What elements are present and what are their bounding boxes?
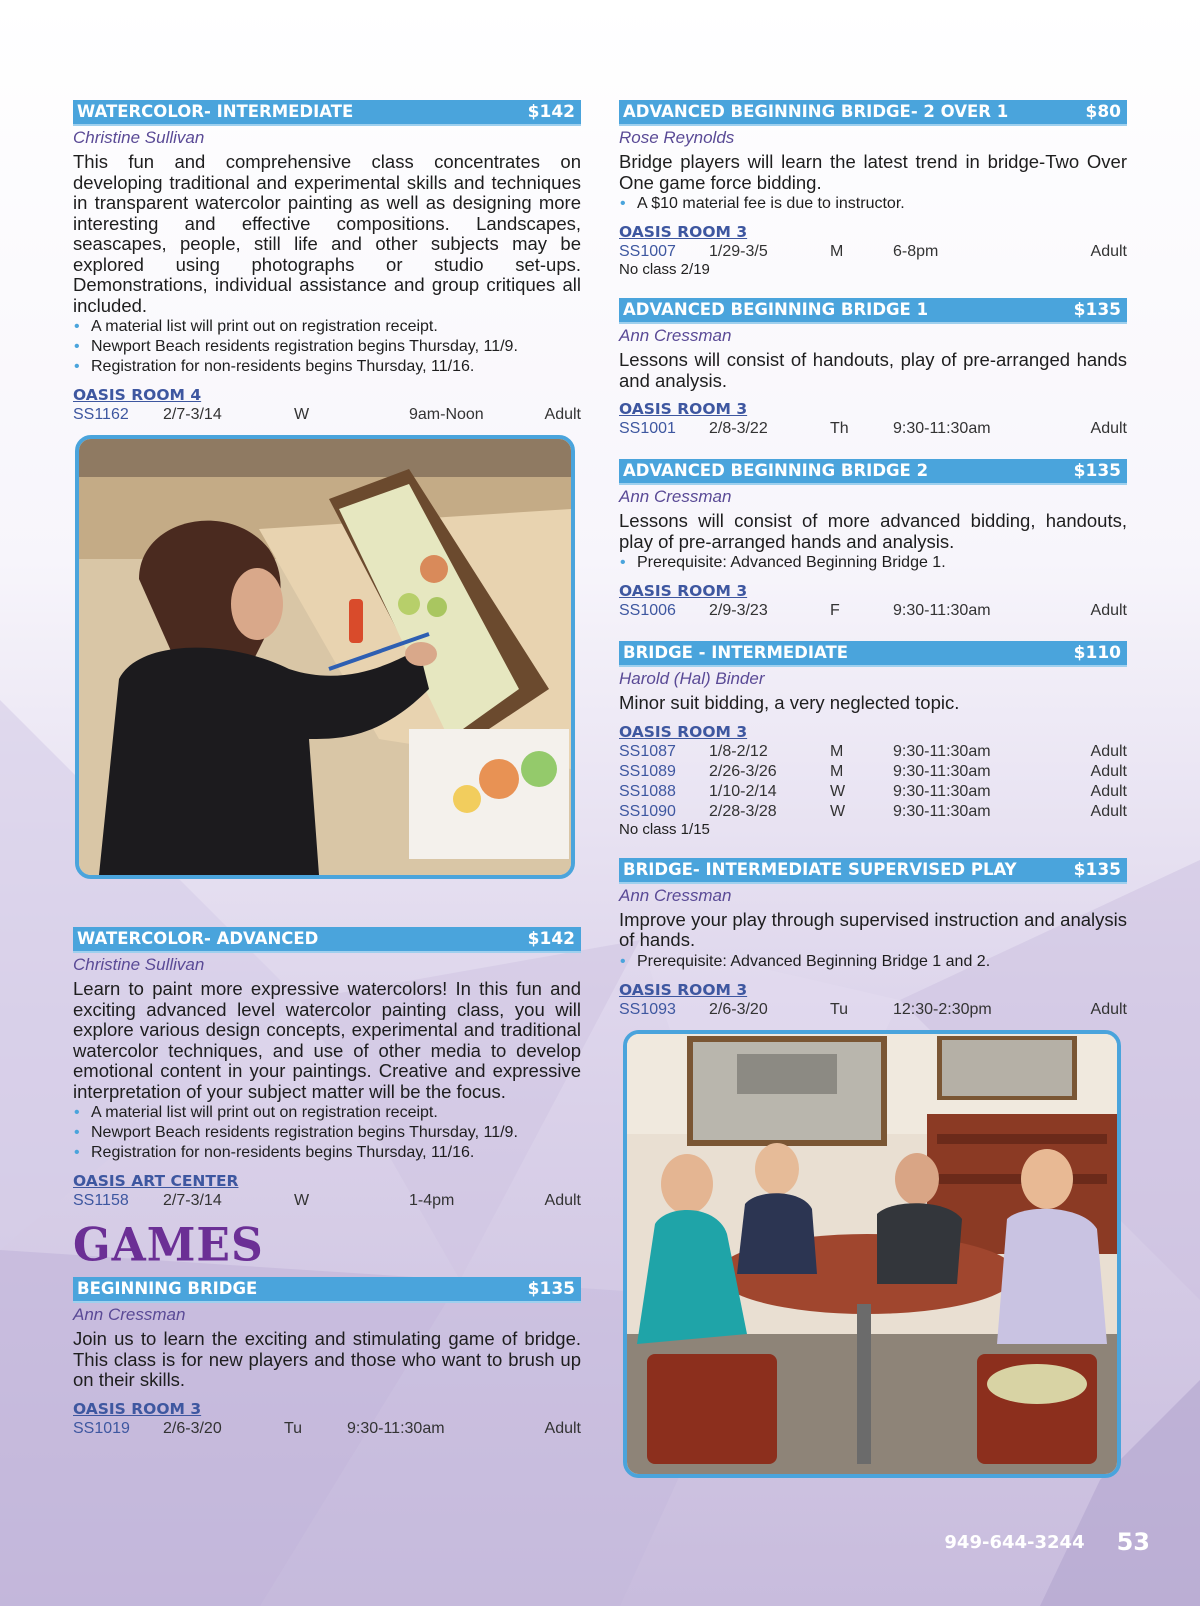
course-advanced-beginning-bridge-1	[619, 298, 1127, 439]
course-price: $80	[1085, 102, 1121, 122]
location-label: OASIS ROOM 3	[619, 223, 748, 241]
session-code[interactable]: SS1093	[619, 1000, 676, 1018]
note-item: • Newport Beach residents registration begins Thursday, 11/9.	[73, 1123, 581, 1143]
session-day: M	[830, 742, 844, 760]
course-description: Learn to paint more expressive watercolors! In this fun and exciting advanced level watercolor painting class, you will explore various design concepts, experimental and traditional watercolor techniques, and use of other media to develop emotional content in your paintings. Creative and expressive interpretation of your subject matter will be the focus.	[73, 978, 581, 1102]
session-age: Adult	[1090, 420, 1127, 437]
location-label: OASIS ROOM 3	[619, 582, 748, 600]
course-title: WATERCOLOR- INTERMEDIATE	[77, 102, 354, 121]
session-time: 9:30-11:30am	[893, 762, 991, 780]
session-age: Adult	[1090, 782, 1127, 800]
course-title-bar	[619, 641, 1127, 667]
session-dates: 2/28-3/28	[709, 802, 777, 820]
course-description: This fun and comprehensive class concentrates on developing traditional and experimental skills and techniques in transparent watercolor painting as well as designing more interesting and effective compositions. Landscapes, seascapes, people, still life and other subjects may be explored using photographs or studio set-ups. Demonstrations, individual assistance and group critiques all included.	[73, 151, 581, 316]
course-bridge-intermediate-supervised-play	[619, 858, 1127, 1020]
course-notes	[619, 553, 1127, 573]
instructor-name: Ann Cressman	[73, 1305, 186, 1324]
course-price: $135	[527, 1279, 575, 1299]
session-age: Adult	[1090, 1000, 1127, 1018]
session-code[interactable]: SS1089	[619, 762, 676, 780]
session-age: Adult	[1090, 802, 1127, 820]
phone-number: 949-644-3244	[944, 1531, 1085, 1553]
session-day: W	[830, 802, 846, 820]
note-item: • Prerequisite: Advanced Beginning Bridge 1 and 2.	[619, 952, 1127, 972]
session-code[interactable]: SS1162	[73, 406, 129, 423]
session-row	[73, 1419, 581, 1439]
course-beginning-bridge	[73, 1277, 581, 1439]
session-time: 1-4pm	[409, 1192, 455, 1209]
session-age: Adult	[1090, 742, 1127, 760]
session-age: Adult	[1090, 602, 1127, 619]
session-dates: 2/7-3/14	[163, 1192, 222, 1209]
session-time: 9:30-11:30am	[893, 420, 991, 437]
location-label: OASIS ROOM 3	[619, 980, 748, 999]
course-title: BEGINNING BRIDGE	[77, 1279, 258, 1298]
location-label: OASIS ROOM 3	[619, 400, 748, 418]
painting-student-image	[79, 439, 571, 875]
session-time: 9:30-11:30am	[893, 742, 991, 760]
session-day: Tu	[830, 1000, 849, 1018]
note-item: • Registration for non-residents begins Thursday, 11/16.	[73, 1143, 581, 1163]
course-description: Lessons will consist of handouts, play of pre-arranged hands and analysis.	[619, 349, 1127, 391]
course-bridge-intermediate	[619, 641, 1127, 838]
session-day: Tu	[284, 1419, 303, 1437]
course-title-bar	[619, 298, 1127, 324]
location-label: OASIS ART CENTER	[73, 1172, 239, 1190]
left-column	[73, 100, 581, 1459]
session-code[interactable]: SS1090	[619, 802, 676, 820]
session-code[interactable]: SS1006	[619, 602, 676, 619]
session-day: M	[830, 762, 844, 780]
instructor-name: Harold (Hal) Binder	[619, 669, 765, 688]
course-title: ADVANCED BEGINNING BRIDGE- 2 OVER 1	[623, 102, 1009, 121]
session-dates: 2/6-3/20	[163, 1419, 222, 1437]
session-age: Adult	[544, 1419, 581, 1437]
note-item: • A material list will print out on registration receipt.	[73, 317, 581, 337]
note-item: • A $10 material fee is due to instructor.	[619, 194, 1127, 214]
instructor-name: Christine Sullivan	[73, 955, 205, 974]
course-price: $135	[1073, 300, 1121, 320]
session-day: W	[294, 406, 310, 423]
session-row	[619, 802, 1127, 822]
session-row	[73, 1191, 581, 1211]
session-time: 9:30-11:30am	[347, 1419, 445, 1437]
session-age: Adult	[1090, 762, 1127, 780]
note-item: • Newport Beach residents registration begins Thursday, 11/9.	[73, 337, 581, 357]
bridge-group-image	[627, 1034, 1117, 1474]
session-row	[619, 742, 1127, 762]
session-code[interactable]: SS1158	[73, 1192, 129, 1209]
session-row	[73, 405, 581, 425]
course-title: BRIDGE - INTERMEDIATE	[623, 643, 848, 662]
session-day: W	[830, 782, 846, 800]
course-title: WATERCOLOR- ADVANCED	[77, 929, 319, 948]
session-dates: 2/7-3/14	[163, 406, 222, 423]
watercolor-class-photo	[75, 435, 575, 879]
session-row	[619, 1000, 1127, 1020]
course-price: $110	[1073, 643, 1121, 663]
session-age: Adult	[544, 406, 581, 423]
session-code[interactable]: SS1001	[619, 420, 676, 437]
instructor-name: Rose Reynolds	[619, 128, 735, 147]
course-title-bar	[619, 459, 1127, 485]
session-time: 9:30-11:30am	[893, 602, 991, 619]
session-code[interactable]: SS1019	[73, 1419, 130, 1437]
note-item: • A material list will print out on registration receipt.	[73, 1103, 581, 1123]
session-age: Adult	[544, 1192, 581, 1209]
note-item: • Prerequisite: Advanced Beginning Bridge 1.	[619, 553, 1127, 573]
session-day: M	[830, 243, 844, 260]
course-title: ADVANCED BEGINNING BRIDGE 1	[623, 300, 929, 319]
course-watercolor-advanced	[73, 927, 581, 1211]
session-row	[619, 242, 1127, 262]
no-class-note: No class 1/15	[619, 820, 710, 838]
session-row	[619, 419, 1127, 439]
session-day: Th	[830, 420, 849, 437]
course-watercolor-intermediate	[73, 100, 581, 425]
session-dates: 1/8-2/12	[709, 742, 768, 760]
instructor-name: Ann Cressman	[619, 326, 732, 345]
course-notes	[73, 317, 581, 377]
bridge-players-photo	[623, 1030, 1121, 1478]
no-class-note: No class 2/19	[619, 261, 710, 278]
session-time: 9am-Noon	[409, 406, 484, 423]
course-advanced-beginning-bridge-2-over-1	[619, 100, 1127, 278]
session-day: F	[830, 602, 840, 619]
session-code[interactable]: SS1088	[619, 782, 676, 800]
instructor-name: Ann Cressman	[619, 885, 732, 905]
course-title: BRIDGE- INTERMEDIATE SUPERVISED PLAY	[623, 859, 1017, 879]
course-description: Minor suit bidding, a very neglected topic.	[619, 692, 960, 713]
course-advanced-beginning-bridge-2	[619, 459, 1127, 621]
session-row	[619, 782, 1127, 802]
right-column	[619, 100, 1127, 1478]
course-title-bar	[619, 100, 1127, 126]
note-item: • Registration for non-residents begins Thursday, 11/16.	[73, 357, 581, 377]
session-day: W	[294, 1192, 310, 1209]
session-row	[619, 601, 1127, 621]
session-age: Adult	[1090, 243, 1127, 260]
page-footer	[944, 1528, 1150, 1556]
course-title-bar	[619, 858, 1127, 884]
course-price: $135	[1073, 859, 1121, 880]
session-code[interactable]: SS1087	[619, 742, 676, 760]
session-dates: 1/10-2/14	[709, 782, 777, 800]
course-price: $142	[527, 102, 575, 122]
course-description: Join us to learn the exciting and stimulating game of bridge. This class is for new players and those who want to brush up on their skills.	[73, 1328, 581, 1390]
course-title-bar	[73, 927, 581, 953]
instructor-name: Christine Sullivan	[73, 128, 205, 147]
session-dates: 2/9-3/23	[709, 602, 768, 619]
games-section-heading: GAMES	[73, 1218, 264, 1273]
course-title-bar	[73, 100, 581, 126]
location-label: OASIS ROOM 3	[73, 1399, 202, 1418]
course-price: $135	[1073, 461, 1121, 481]
session-time: 6-8pm	[893, 243, 939, 260]
session-code[interactable]: SS1007	[619, 243, 676, 260]
session-time: 12:30-2:30pm	[893, 1000, 992, 1018]
course-notes	[73, 1103, 581, 1163]
course-notes	[619, 952, 1127, 972]
session-dates: 2/26-3/26	[709, 762, 777, 780]
course-price: $142	[527, 929, 575, 949]
course-title-bar	[73, 1277, 581, 1303]
location-label: OASIS ROOM 4	[73, 386, 202, 404]
course-notes	[619, 194, 1127, 214]
session-time: 9:30-11:30am	[893, 802, 991, 820]
session-time: 9:30-11:30am	[893, 782, 991, 800]
session-dates: 1/29-3/5	[709, 243, 768, 260]
session-dates: 2/8-3/22	[709, 420, 768, 437]
session-dates: 2/6-3/20	[709, 1000, 768, 1018]
instructor-name: Ann Cressman	[619, 487, 732, 506]
course-description: Lessons will consist of more advanced bidding, handouts, play of pre-arranged hands and analysis.	[619, 510, 1127, 552]
session-row	[619, 762, 1127, 782]
course-description: Bridge players will learn the latest trend in bridge-Two Over One game force bidding.	[619, 151, 1127, 193]
course-title: ADVANCED BEGINNING BRIDGE 2	[623, 461, 929, 480]
location-label: OASIS ROOM 3	[619, 722, 748, 741]
course-description: Improve your play through supervised instruction and analysis of hands.	[619, 908, 1127, 950]
page-number: 53	[1116, 1528, 1150, 1556]
